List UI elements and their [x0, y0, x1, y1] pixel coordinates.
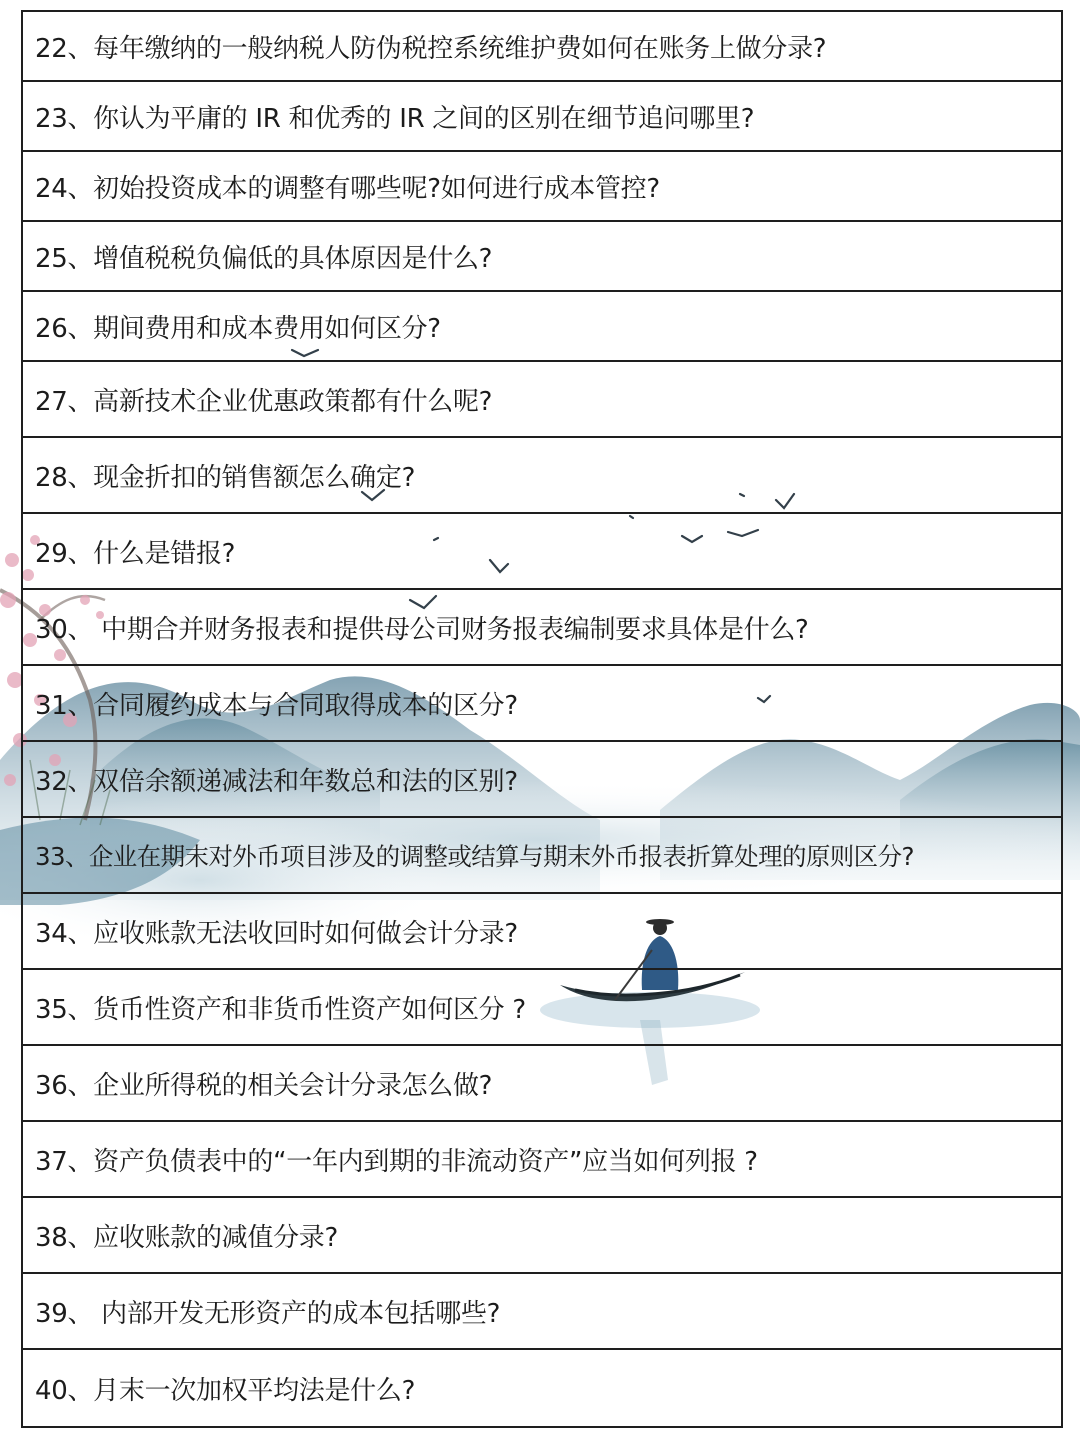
question-row-40: [23, 1350, 1061, 1426]
question-row-33: [23, 818, 1061, 894]
question-row-34: [23, 894, 1061, 970]
question-row-28: [23, 438, 1061, 514]
question-row-30: [23, 590, 1061, 666]
question-text: 35、货币性资产和非货币性资产如何区分 ?: [35, 994, 526, 1025]
question-text: 27、高新技术企业优惠政策都有什么呢?: [35, 386, 493, 417]
question-text: 23、你认为平庸的 IR 和优秀的 IR 之间的区别在细节追问哪里?: [35, 103, 755, 134]
question-row-31: [23, 666, 1061, 742]
question-text: 26、期间费用和成本费用如何区分?: [35, 313, 441, 344]
question-row-38: [23, 1198, 1061, 1274]
question-row-32: [23, 742, 1061, 818]
question-row-26: [23, 292, 1061, 362]
question-row-23: [23, 82, 1061, 152]
question-text: 36、企业所得税的相关会计分录怎么做?: [35, 1070, 493, 1101]
question-text: 37、资产负债表中的“一年内到期的非流动资产”应当如何列报 ?: [35, 1146, 758, 1177]
question-text: 29、什么是错报?: [35, 538, 236, 569]
question-row-25: [23, 222, 1061, 292]
question-text: 40、月末一次加权平均法是什么?: [35, 1375, 416, 1406]
question-text: 28、现金折扣的销售额怎么确定?: [35, 462, 416, 493]
question-text: 38、应收账款的减值分录?: [35, 1222, 338, 1253]
question-text: 33、企业在期末对外币项目涉及的调整或结算与期末外币报表折算处理的原则区分?: [35, 841, 914, 871]
question-row-36: [23, 1046, 1061, 1122]
question-text: 32、双倍余额递减法和年数总和法的区别?: [35, 766, 518, 797]
question-text: 39、 内部开发无形资产的成本包括哪些?: [35, 1298, 501, 1329]
question-text: 34、应收账款无法收回时如何做会计分录?: [35, 918, 518, 949]
question-table: [21, 10, 1063, 1428]
question-row-29: [23, 514, 1061, 590]
question-text: 24、初始投资成本的调整有哪些呢?如何进行成本管控?: [35, 173, 660, 204]
question-row-27: [23, 362, 1061, 438]
question-text: 25、增值税税负偏低的具体原因是什么?: [35, 243, 493, 274]
question-row-35: [23, 970, 1061, 1046]
question-row-37: [23, 1122, 1061, 1198]
question-row-39: [23, 1274, 1061, 1350]
question-row-24: [23, 152, 1061, 222]
question-text: 22、每年缴纳的一般纳税人防伪税控系统维护费如何在账务上做分录?: [35, 33, 827, 64]
question-row-22: [23, 12, 1061, 82]
question-text: 31、合同履约成本与合同取得成本的区分?: [35, 690, 518, 721]
question-text: 30、 中期合并财务报表和提供母公司财务报表编制要求具体是什么?: [35, 614, 809, 645]
